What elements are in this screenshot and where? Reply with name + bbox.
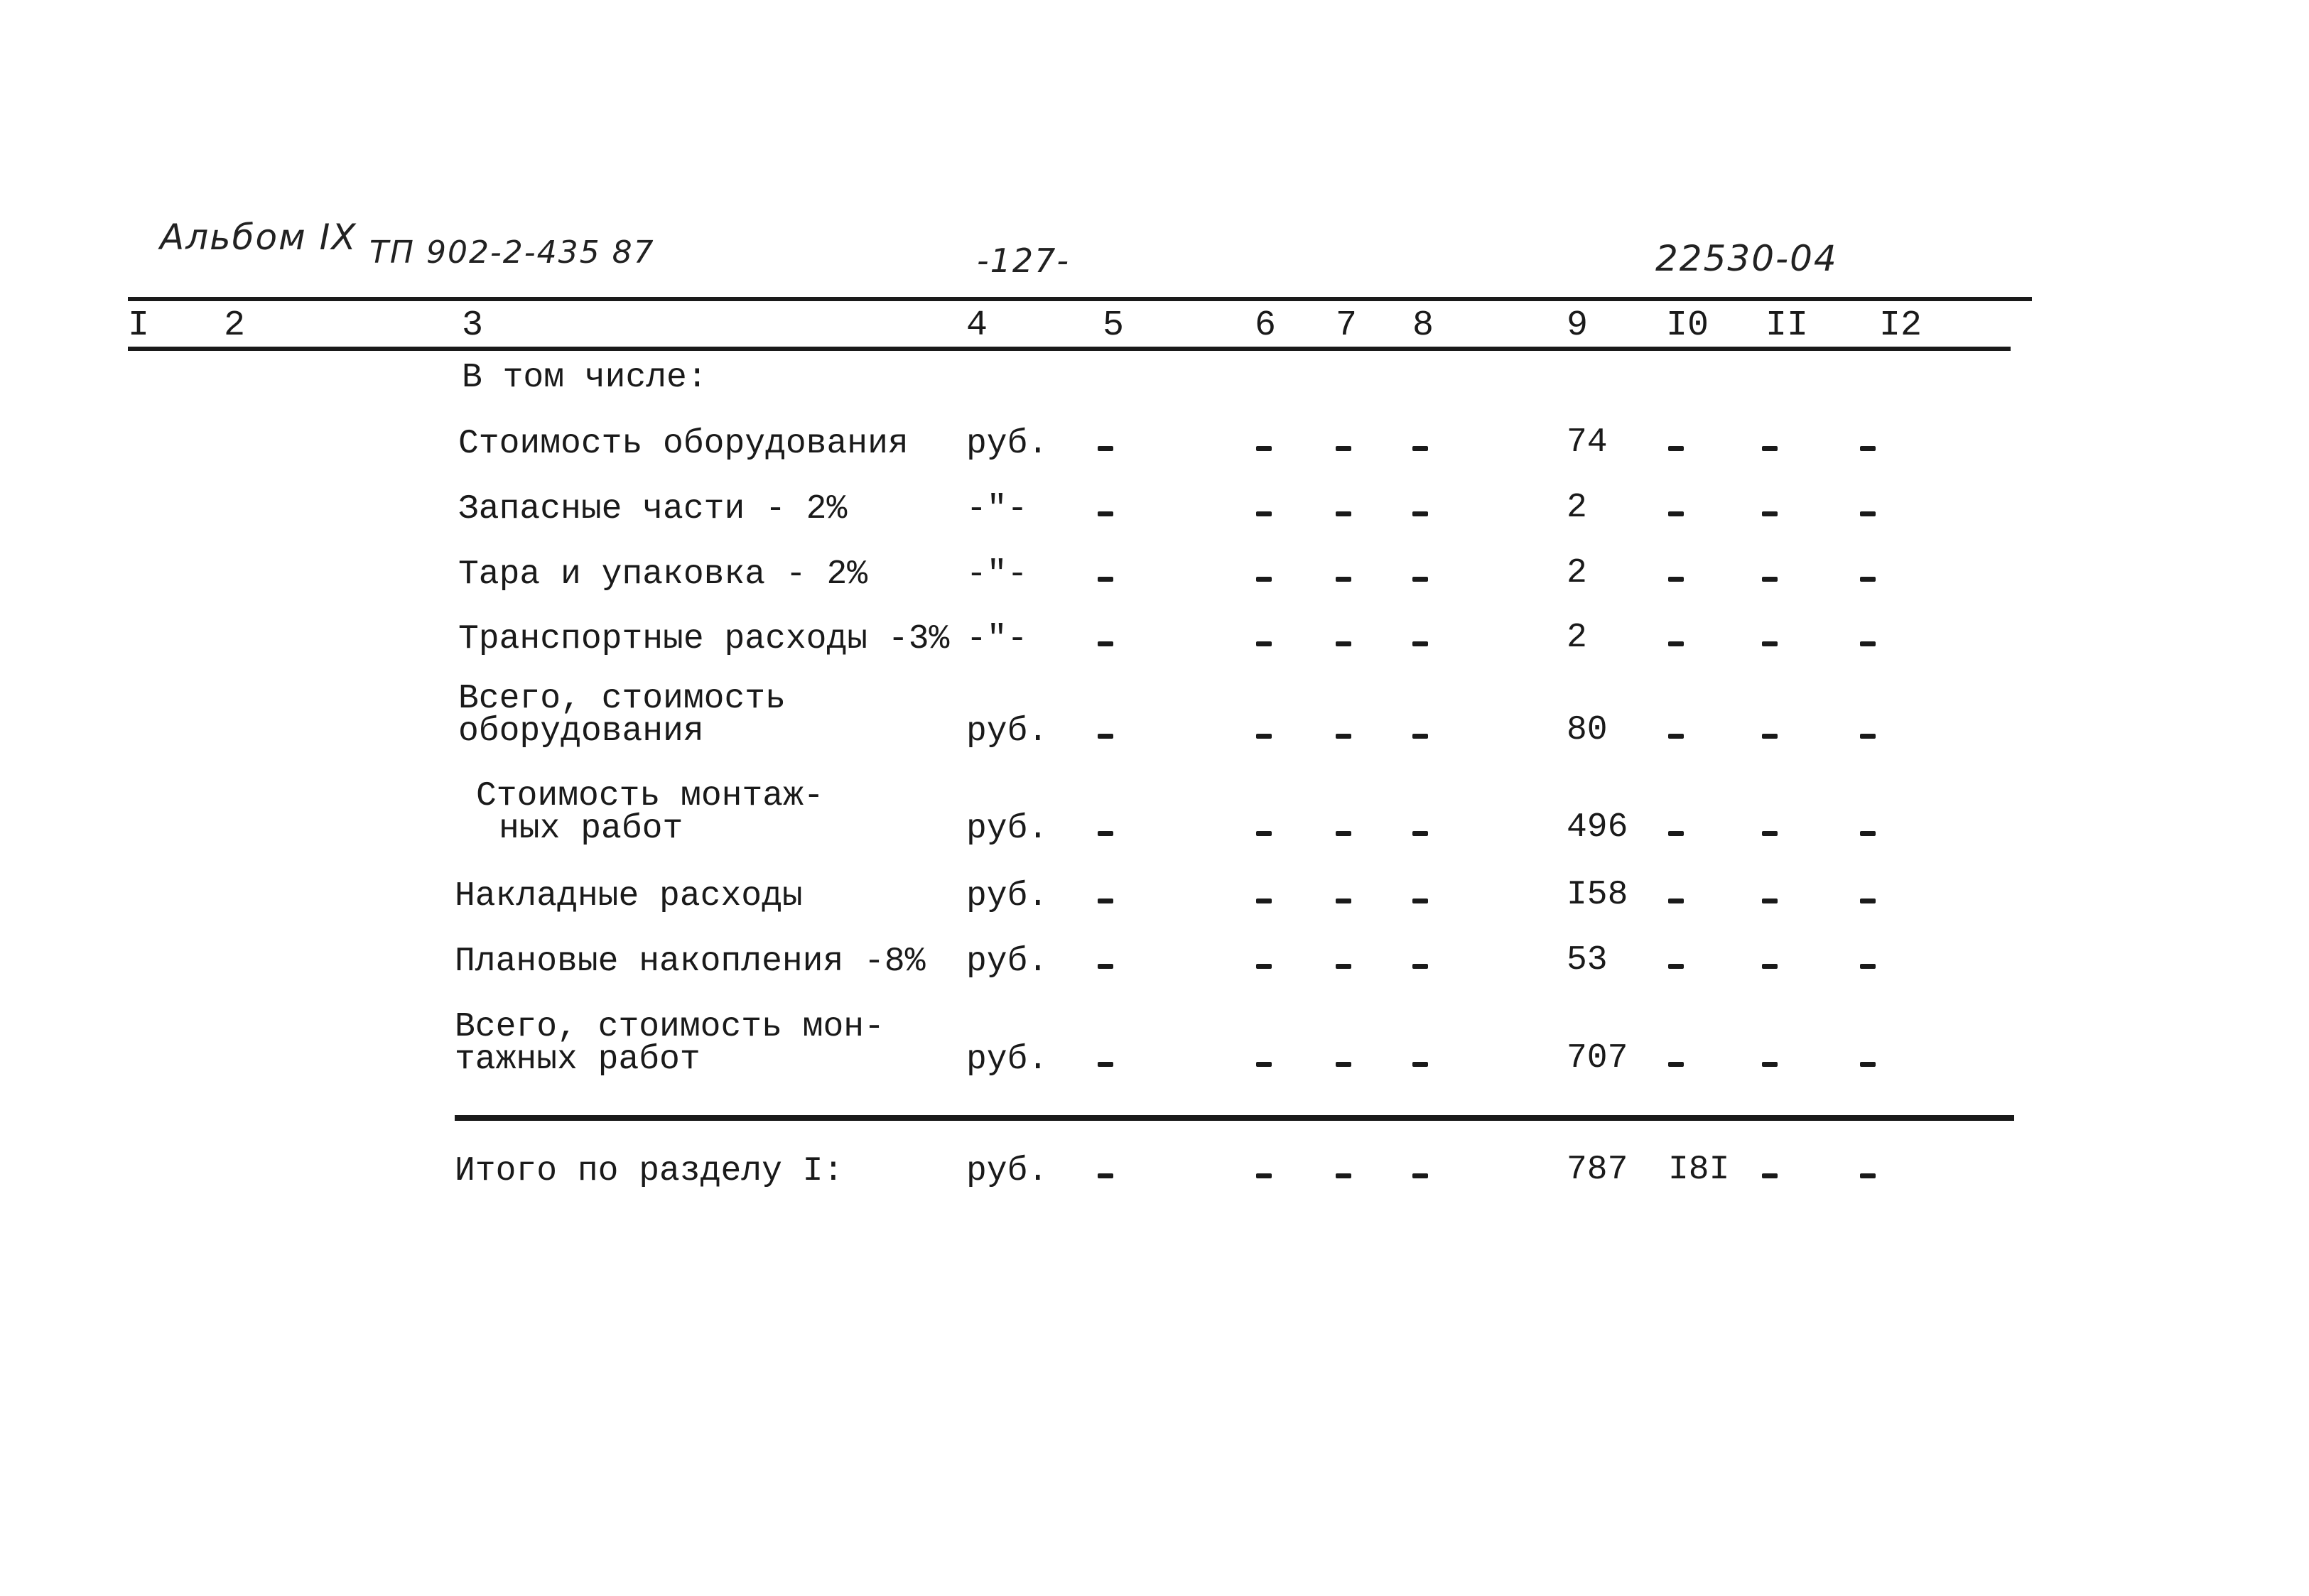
empty-cell-dash	[1860, 1062, 1876, 1067]
column-header-3: 3	[462, 305, 484, 346]
empty-cell-dash	[1762, 1173, 1778, 1178]
value-cell-c9: 2	[1567, 554, 1587, 592]
empty-cell-dash	[1256, 734, 1272, 739]
unit-cell: -"-	[966, 490, 1028, 528]
empty-cell-dash	[1762, 511, 1778, 516]
page-number: -127-	[977, 241, 1070, 280]
empty-cell-dash	[1098, 831, 1113, 836]
empty-cell-dash	[1336, 831, 1351, 836]
empty-cell-dash	[1860, 641, 1876, 646]
unit-cell: руб.	[966, 943, 1049, 981]
empty-cell-dash	[1336, 964, 1351, 969]
empty-cell-dash	[1668, 1062, 1684, 1067]
empty-cell-dash	[1860, 964, 1876, 969]
empty-cell-dash	[1412, 831, 1428, 836]
unit-cell: руб.	[966, 712, 1049, 751]
empty-cell-dash	[1668, 899, 1684, 903]
empty-cell-dash	[1336, 734, 1351, 739]
empty-cell-dash	[1098, 899, 1113, 903]
empty-cell-dash	[1412, 641, 1428, 646]
row-label: Стоимость оборудования	[458, 425, 909, 463]
column-header-8: 8	[1412, 305, 1434, 346]
header-bottom-rule	[128, 347, 2011, 351]
row-label: Запасные части - 2%	[458, 490, 848, 528]
header-top-rule	[128, 297, 2032, 301]
total-separator-rule	[455, 1115, 2014, 1121]
empty-cell-dash	[1256, 831, 1272, 836]
empty-cell-dash	[1412, 577, 1428, 582]
empty-cell-dash	[1412, 1062, 1428, 1067]
empty-cell-dash	[1762, 964, 1778, 969]
value-cell-c9: 787	[1567, 1151, 1628, 1189]
column-header-11: II	[1765, 305, 1809, 346]
empty-cell-dash	[1762, 446, 1778, 451]
value-cell-c9: 2	[1567, 489, 1587, 527]
empty-cell-dash	[1098, 734, 1113, 739]
empty-cell-dash	[1098, 1173, 1113, 1178]
empty-cell-dash	[1860, 511, 1876, 516]
value-cell-c9: 496	[1567, 808, 1628, 847]
empty-cell-dash	[1668, 641, 1684, 646]
empty-cell-dash	[1256, 1173, 1272, 1178]
empty-cell-dash	[1336, 1173, 1351, 1178]
project-code: ТП 902-2-435 87	[369, 234, 655, 271]
empty-cell-dash	[1762, 641, 1778, 646]
column-header-6: 6	[1255, 305, 1277, 346]
value-cell-c9: 53	[1567, 941, 1608, 979]
column-header-10: I0	[1666, 305, 1709, 346]
row-label: Накладные расходы	[455, 877, 803, 916]
empty-cell-dash	[1762, 577, 1778, 582]
value-cell-c9: I58	[1567, 876, 1628, 914]
unit-cell: -"-	[966, 620, 1028, 658]
value-cell-c9: 80	[1567, 711, 1608, 749]
row-label: Всего, стоимость мон-	[455, 1008, 885, 1046]
empty-cell-dash	[1412, 964, 1428, 969]
empty-cell-dash	[1256, 964, 1272, 969]
column-header-1: I	[128, 305, 150, 346]
value-cell-c9: 74	[1567, 423, 1608, 462]
empty-cell-dash	[1336, 641, 1351, 646]
empty-cell-dash	[1860, 577, 1876, 582]
empty-cell-dash	[1098, 511, 1113, 516]
empty-cell-dash	[1668, 831, 1684, 836]
empty-cell-dash	[1098, 964, 1113, 969]
row-label: тажных работ	[455, 1041, 701, 1079]
unit-cell: -"-	[966, 555, 1028, 594]
column-header-9: 9	[1567, 305, 1589, 346]
empty-cell-dash	[1412, 446, 1428, 451]
unit-cell: руб.	[966, 877, 1049, 916]
row-label: Итого по разделу I:	[455, 1152, 844, 1190]
row-label: ных работ	[499, 810, 683, 848]
empty-cell-dash	[1668, 511, 1684, 516]
empty-cell-dash	[1668, 964, 1684, 969]
empty-cell-dash	[1762, 831, 1778, 836]
empty-cell-dash	[1256, 446, 1272, 451]
empty-cell-dash	[1256, 899, 1272, 903]
empty-cell-dash	[1668, 577, 1684, 582]
empty-cell-dash	[1860, 734, 1876, 739]
empty-cell-dash	[1256, 511, 1272, 516]
column-header-2: 2	[224, 305, 246, 346]
album-label: Альбом IX	[160, 217, 357, 258]
empty-cell-dash	[1098, 446, 1113, 451]
row-label: Транспортные расходы -3%	[458, 620, 950, 658]
column-header-7: 7	[1336, 305, 1358, 346]
column-header-5: 5	[1103, 305, 1125, 346]
empty-cell-dash	[1336, 577, 1351, 582]
document-code: 22530-04	[1655, 238, 1838, 279]
empty-cell-dash	[1098, 577, 1113, 582]
unit-cell: руб.	[966, 1152, 1049, 1190]
empty-cell-dash	[1412, 734, 1428, 739]
empty-cell-dash	[1762, 734, 1778, 739]
empty-cell-dash	[1256, 577, 1272, 582]
empty-cell-dash	[1860, 831, 1876, 836]
empty-cell-dash	[1412, 1173, 1428, 1178]
empty-cell-dash	[1412, 899, 1428, 903]
empty-cell-dash	[1860, 446, 1876, 451]
row-label: оборудования	[458, 712, 704, 751]
empty-cell-dash	[1668, 734, 1684, 739]
unit-cell: руб.	[966, 425, 1049, 463]
column-header-12: I2	[1879, 305, 1923, 346]
empty-cell-dash	[1762, 1062, 1778, 1067]
value-cell-c9: 707	[1567, 1039, 1628, 1077]
empty-cell-dash	[1762, 899, 1778, 903]
empty-cell-dash	[1256, 1062, 1272, 1067]
empty-cell-dash	[1336, 511, 1351, 516]
row-label: Плановые накопления -8%	[455, 943, 926, 981]
empty-cell-dash	[1860, 1173, 1876, 1178]
unit-cell: руб.	[966, 1041, 1049, 1079]
row-label: В том числе:	[462, 359, 708, 397]
row-label: Тара и упаковка - 2%	[458, 555, 868, 594]
empty-cell-dash	[1336, 1062, 1351, 1067]
row-label: Всего, стоимость	[458, 680, 786, 718]
row-label: Стоимость монтаж-	[476, 777, 824, 815]
empty-cell-dash	[1668, 446, 1684, 451]
value-cell-c9: 2	[1567, 619, 1587, 657]
empty-cell-dash	[1412, 511, 1428, 516]
value-cell-c10: I8I	[1668, 1151, 1730, 1189]
empty-cell-dash	[1098, 641, 1113, 646]
empty-cell-dash	[1098, 1062, 1113, 1067]
empty-cell-dash	[1336, 899, 1351, 903]
unit-cell: руб.	[966, 810, 1049, 848]
empty-cell-dash	[1336, 446, 1351, 451]
empty-cell-dash	[1256, 641, 1272, 646]
column-header-4: 4	[966, 305, 988, 346]
empty-cell-dash	[1860, 899, 1876, 903]
